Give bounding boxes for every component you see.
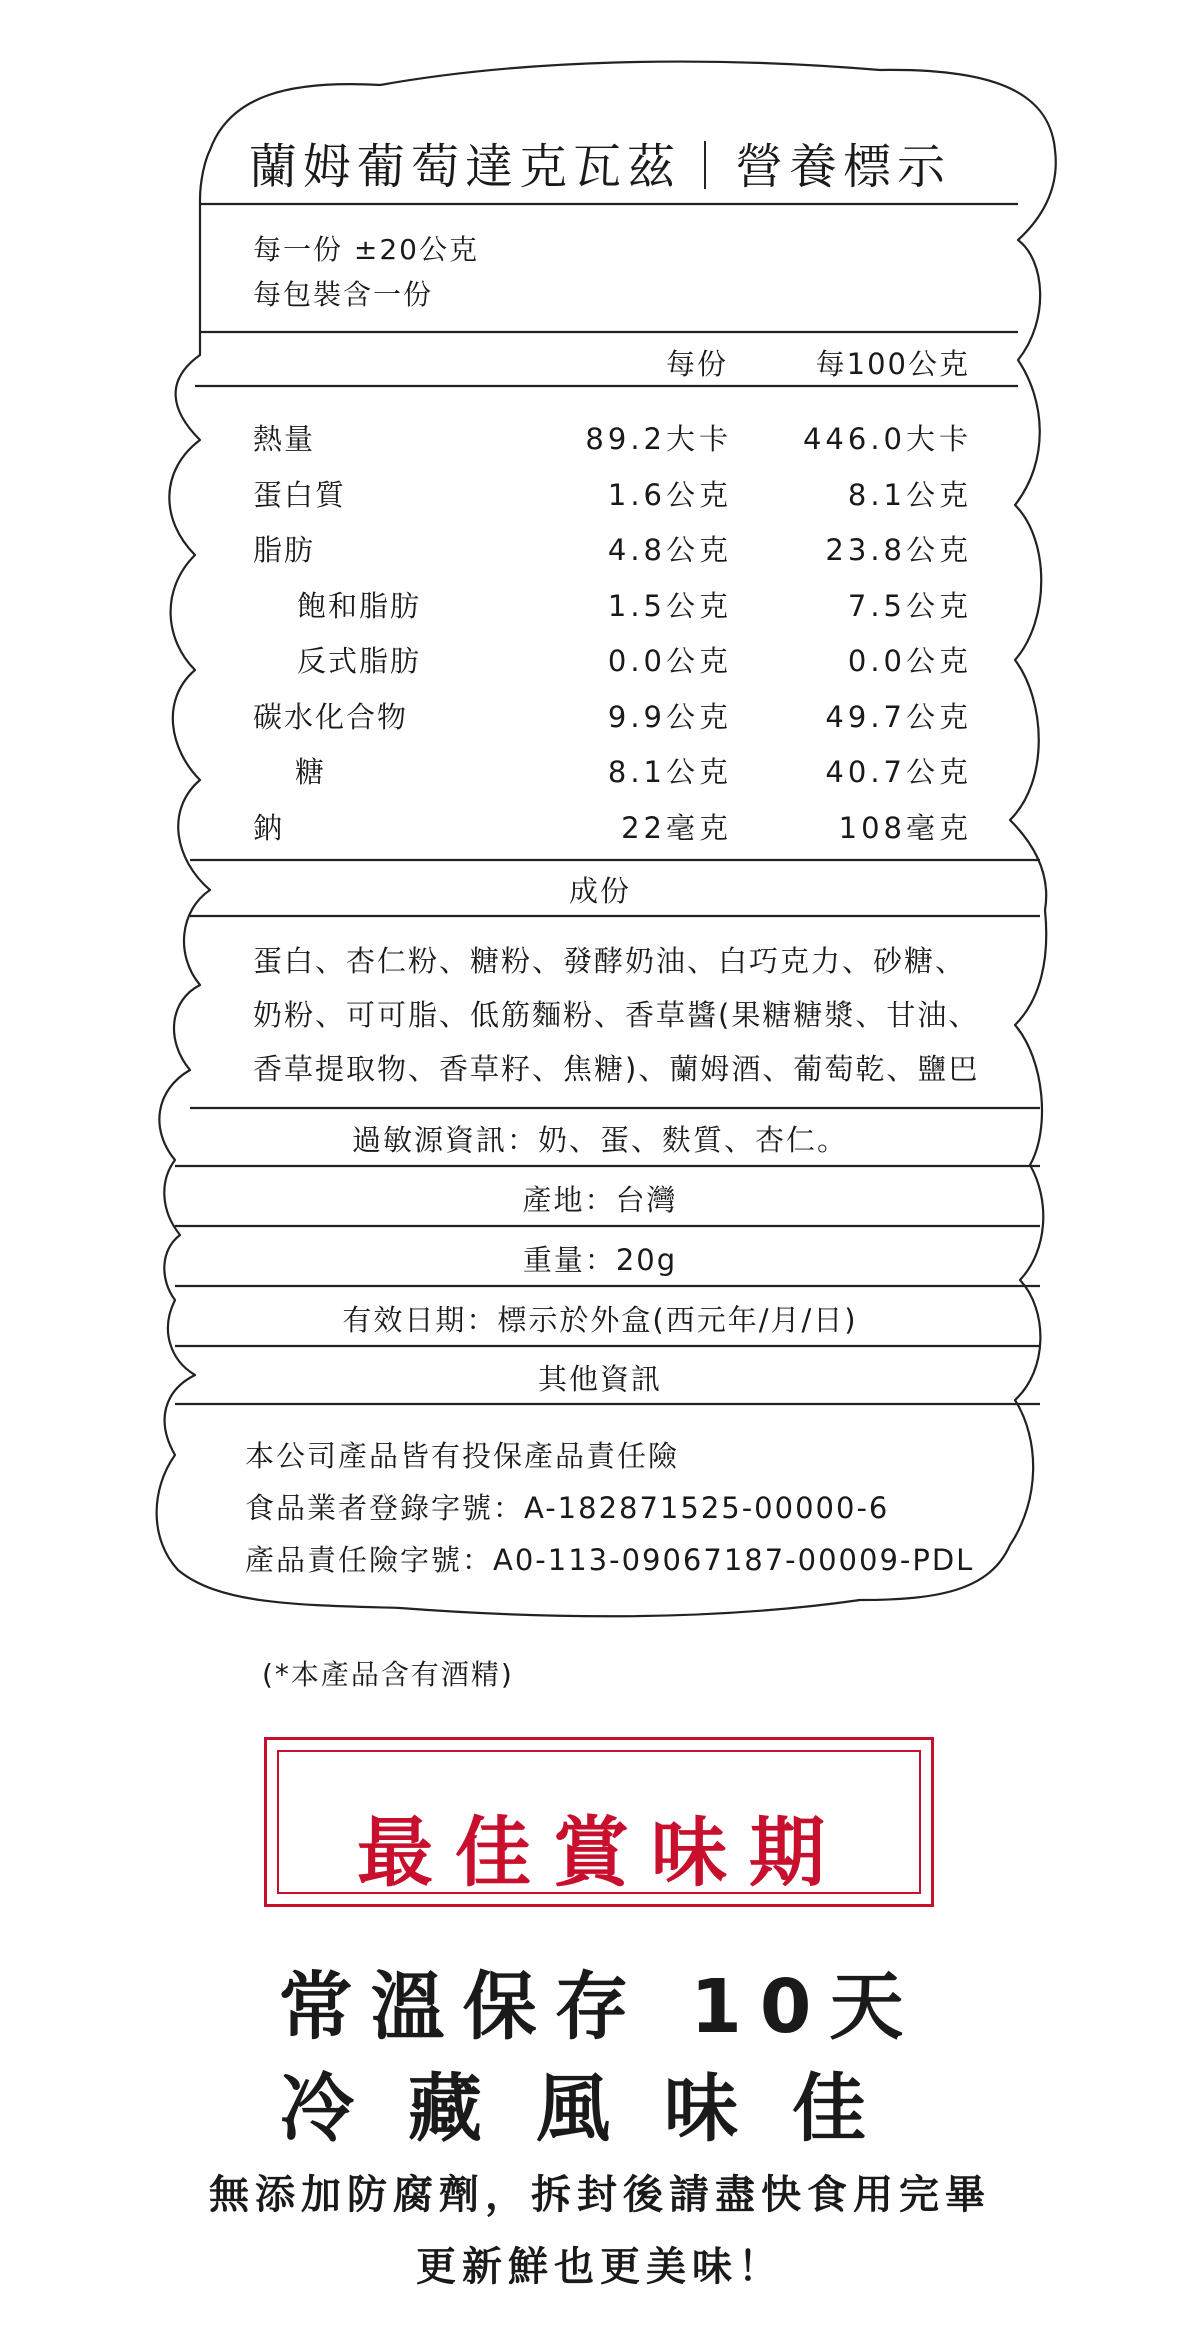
nutrient-label: 脂肪 xyxy=(253,533,316,567)
no-preservatives-note: 無添加防腐劑，拆封後請盡快食用完畢 xyxy=(209,2172,991,2218)
nutrient-value-per-100g: 108毫克 xyxy=(838,811,972,845)
nutrient-label: 熱量 xyxy=(253,422,316,456)
nutrient-value-per-100g: 0.0公克 xyxy=(847,644,972,678)
nutrient-label: 蛋白質 xyxy=(253,478,347,512)
col-header-per-100g: 每100公克 xyxy=(815,347,970,381)
insurance-note: 本公司產品皆有投保產品責任險 xyxy=(245,1439,680,1473)
serving-size: 每一份 ±20公克 xyxy=(253,233,479,266)
registration-number: 食品業者登錄字號：A-182871525-00000-6 xyxy=(245,1491,890,1525)
nutrient-value-per-serving: 1.5公克 xyxy=(607,589,732,623)
nutrient-value-per-100g: 49.7公克 xyxy=(825,700,972,734)
freshness-note: 更新鮮也更美味！ xyxy=(416,2244,784,2290)
ingredients-line: 香草提取物、香草籽、焦糖)、蘭姆酒、葡萄乾、鹽巴 xyxy=(253,1052,980,1086)
nutrient-value-per-serving: 89.2大卡 xyxy=(585,422,732,456)
nutrient-label: 鈉 xyxy=(253,811,285,845)
nutrient-value-per-serving: 4.8公克 xyxy=(607,533,732,567)
expiry-date: 有效日期：標示於外盒(西元年/月/日) xyxy=(342,1303,858,1337)
nutrient-label: 飽和脂肪 xyxy=(297,589,422,623)
nutrient-value-per-serving: 0.0公克 xyxy=(607,644,732,678)
best-before-box xyxy=(264,1737,934,1907)
alcohol-note: (*本產品含有酒精) xyxy=(262,1658,514,1691)
insurance-number: 產品責任險字號：A0-113-09067187-00009-PDL xyxy=(245,1543,975,1577)
ingredients-line: 奶粉、可可脂、低筋麵粉、香草醬(果糖糖漿、甘油、 xyxy=(253,998,980,1032)
nutrient-value-per-100g: 40.7公克 xyxy=(825,755,972,789)
other-info-heading: 其他資訊 xyxy=(537,1362,662,1396)
nutrient-value-per-serving: 8.1公克 xyxy=(607,755,732,789)
col-header-per-serving: 每份 xyxy=(665,347,728,381)
best-before-inner-frame xyxy=(277,1750,921,1897)
nutrient-label: 糖 xyxy=(295,755,327,789)
servings-per-package: 每包裝含一份 xyxy=(253,278,434,311)
nutrient-value-per-serving: 9.9公克 xyxy=(607,700,732,734)
nutrient-label: 反式脂肪 xyxy=(297,644,422,678)
ingredients-line: 蛋白、杏仁粉、糖粉、發酵奶油、白巧克力、砂糖、 xyxy=(253,944,967,978)
best-before-title: 最佳賞味期 xyxy=(357,1808,847,1897)
nutrient-value-per-serving: 1.6公克 xyxy=(607,478,732,512)
net-weight: 重量：20g xyxy=(522,1243,678,1277)
nutrient-value-per-100g: 446.0大卡 xyxy=(802,422,972,456)
ingredients-heading: 成份 xyxy=(568,874,631,908)
nutrient-value-per-100g: 7.5公克 xyxy=(847,589,972,623)
allergen-info: 過敏源資訊：奶、蛋、麩質、杏仁。 xyxy=(351,1123,848,1157)
nutrient-value-per-100g: 23.8公克 xyxy=(825,533,972,567)
storage-room-temp: 常溫保存 10天 xyxy=(278,1964,922,2050)
page-title: 蘭姆葡萄達克瓦茲｜營養標示 xyxy=(248,139,951,195)
storage-fridge: 冷藏風味佳 xyxy=(280,2066,920,2152)
origin: 產地：台灣 xyxy=(522,1183,678,1217)
nutrient-value-per-serving: 22毫克 xyxy=(621,811,732,845)
nutrient-value-per-100g: 8.1公克 xyxy=(847,478,972,512)
nutrient-label: 碳水化合物 xyxy=(253,700,409,734)
